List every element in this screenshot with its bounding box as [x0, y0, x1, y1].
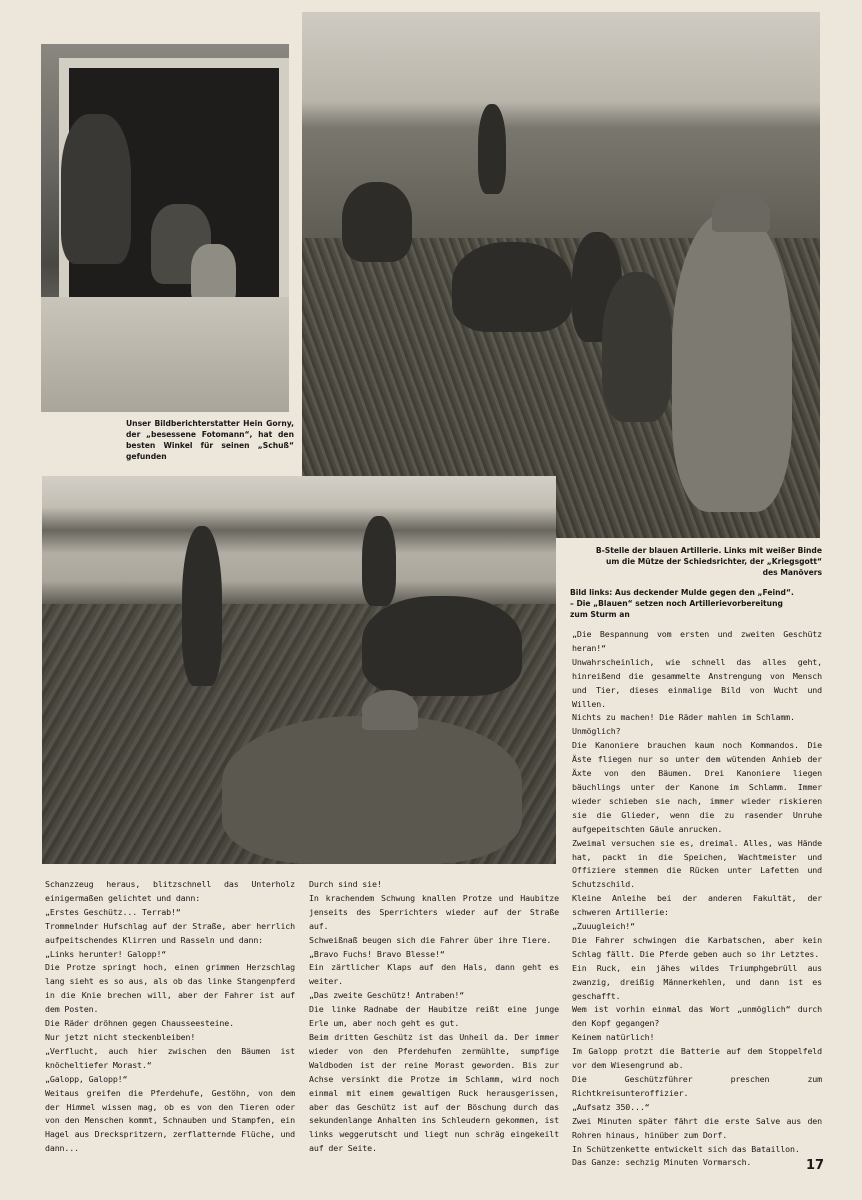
paragraph: „Verflucht, auch hier zwischen den Bäumen ist knöcheltiefer Morast.“ [45, 1045, 295, 1070]
soldiers-foreground [222, 716, 522, 864]
paragraph: Ein zärtlicher Klaps auf den Hals, dann geht es weiter. [309, 962, 559, 987]
paragraph: In Schützenkette entwickelt sich das Bataillon. [572, 1143, 800, 1154]
paragraph: Schweißnaß beugen sich die Fahrer über ihre Tiere. [309, 934, 552, 945]
paragraph: Weitaus greifen die Pferdehufe, Gestöhn, von dem der Himmel wissen mag, ob es von den Tieren oder von den Menschen kommt, Schnauben und Stampfen, ein Hagel aus Dreckspritzern, zerflatternde Flüche, und dann... [45, 1087, 295, 1154]
soldier-standing [478, 104, 506, 194]
paragraph: Im Galopp protzt die Batterie auf dem Stoppelfeld vor dem Wiesengrund ab. [572, 1046, 822, 1071]
paragraph: Ein Ruck, ein jähes wildes Triumphgebrüll aus zwanzig, dreißig Männerkehlen, und dann ist es geschafft. [572, 962, 822, 1001]
paragraph: „Bravo Fuchs! Bravo Blesse!“ [309, 948, 445, 959]
paragraph: „Zuuugleich!“ [572, 921, 635, 932]
soldier-lying [342, 182, 412, 262]
paragraph: „Die Bespannung vom ersten und zweiten Geschütz heran!“ [572, 629, 822, 653]
caption-photographer: Unser Bildberichterstatter Hein Gorny, der „besessene Fotomann“, hat den besten Winkel für seinen „Schuß“ gefunden [126, 419, 294, 461]
house-wall [41, 297, 289, 412]
soldier-seated [602, 272, 672, 422]
paragraph: „Erstes Geschütz... Terrab!“ [45, 906, 181, 917]
paragraph: Nichts zu machen! Die Räder mahlen im Schlamm. [572, 712, 795, 723]
foreground-helmet [362, 690, 418, 730]
paragraph: Das Ganze: sechzig Minuten Vormarsch. [572, 1157, 752, 1168]
paragraph: Kleine Anleihe bei der anderen Fakultät, der schweren Artillerie: [572, 893, 822, 918]
paragraph: Unwahrscheinlich, wie schnell das alles geht, hinreißend die gesammelte Anstrengung von Mensch und Tier, dieses einmalige Bild von Wucht und Willen. [572, 656, 822, 709]
paragraph: „Das zweite Geschütz! Antraben!“ [309, 990, 465, 1001]
soldiers-crouching [362, 596, 522, 696]
caption-assault: Bild links: Aus deckender Mulde gegen den „Feind“. – Die „Blauen“ setzen noch Artillerievorbereitung zum Sturm an [570, 588, 794, 619]
paragraph: Die Geschützführer preschen zum Richtkreisunteroffizier. [572, 1074, 822, 1098]
paragraph: Wem ist vorhin einmal das Wort „unmöglich“ durch den Kopf gegangen? [572, 1004, 822, 1029]
caption-artillery: B-Stelle der blauen Artillerie. Links mit weißer Binde um die Mütze der Schiedsrichter, der „Kriegsgott“ des Manövers [595, 546, 822, 577]
paragraph: Zwei Minuten später fährt die erste Salve aus den Rohren hinaus, hinüber zum Dorf. [572, 1115, 822, 1140]
paragraph: Keinem natürlich! [572, 1032, 655, 1043]
photo-infantry-assault [42, 476, 556, 864]
officer-binoculars [672, 212, 792, 512]
paragraph: Die linke Radnabe der Haubitze reißt eine junge Erle um, aber noch geht es gut. [309, 1004, 559, 1029]
paragraph: Nur jetzt nicht steckenbleiben! [45, 1031, 196, 1042]
page-number: 17 [806, 1158, 825, 1173]
photographer-figure [61, 114, 131, 264]
paragraph: Schanzzeug heraus, blitzschnell das Unterholz einigermaßen gelichtet und dann: [45, 879, 295, 903]
boy-figure [191, 244, 236, 304]
paragraph: Beim dritten Geschütz ist das Unheil da. Der immer wieder von den Pferdehufen zermühlte, sumpfige Waldboden ist der reine Morast geworden. Bis zur Achse versinkt die Protze im Schlamm, wird noch einmal mit einem gewaltigen Ruck herausgerissen, aber das Geschütz ist auf der Böschung durch das sekundenlange Anhalten ins Schleudern gekommen, ist links weggerutscht und liegt nun schräg eingekeilt auf der Seite. [309, 1031, 559, 1154]
text-column-3 [572, 628, 822, 1170]
paragraph: In krachendem Schwung knallen Protze und Haubitze jenseits des Sperrichters wieder auf der Straße auf. [309, 892, 559, 931]
text-column-1 [45, 878, 295, 1156]
soldiers-group [452, 242, 572, 332]
paragraph: Zweimal versuchen sie es, dreimal. Alles, was Hände hat, packt in die Speichen, Wachtmeister und Offiziere stemmen die Rücken unter Lafetten und Schutzschild. [572, 837, 822, 890]
paragraph: „Aufsatz 350...“ [572, 1101, 650, 1112]
photo-photographer-window [41, 44, 289, 412]
paragraph: „Links herunter! Galopp!“ [45, 948, 167, 959]
photo-artillery-post [302, 12, 820, 538]
paragraph: Die Protze springt hoch, einen grimmen Herzschlag lang sieht es so aus, als ob das linke Stangenpferd in die Knie brechen will, aber der Fahrer ist auf dem Posten. [45, 962, 295, 1015]
soldier-running [182, 526, 222, 686]
soldier-distant [362, 516, 396, 606]
paragraph: Die Räder dröhnen gegen Chausseesteine. [45, 1018, 234, 1029]
paragraph: Unmöglich? [572, 726, 621, 737]
paragraph: Durch sind sie! [309, 879, 382, 889]
paragraph: „Galopp, Galopp!“ [45, 1073, 128, 1084]
paragraph: Die Fahrer schwingen die Karbatschen, aber kein Schlag fällt. Die Pferde geben auch so ihr Letztes. [572, 934, 822, 959]
text-column-2 [309, 878, 559, 1156]
officer-helmet [712, 192, 770, 232]
paragraph: Die Kanoniere brauchen kaum noch Kommandos. Die Äste fliegen nur so unter dem wütenden Anhieb der Äxte von den Bäumen. Drei Kanoniere liegen bäuchlings unter der Kanone im Schlamm. Immer wieder schieben sie nach, immer wieder riskieren sie die Glieder, wenn die zu rasender Unruhe aufgepeitschten Gäule anrucken. [572, 740, 822, 834]
paragraph: Trommelnder Hufschlag auf der Straße, aber herrlich aufpeitschendes Klirren und Rasseln und dann: [45, 920, 295, 945]
